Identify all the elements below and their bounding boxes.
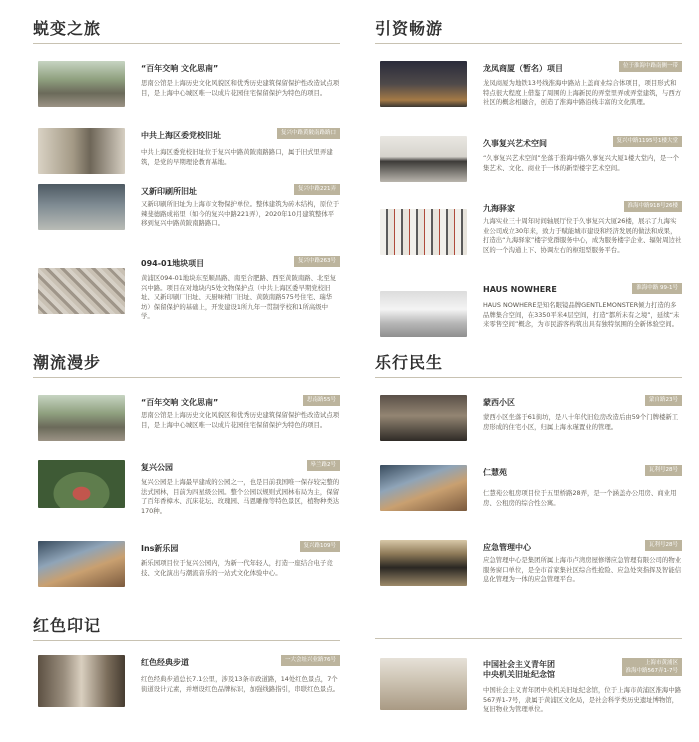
item-description: 中共上海区委党校旧址位于复兴中路黄陂南路路口，属于旧式里弄建筑，是党的早期理论教育基地。 <box>141 148 333 166</box>
item-title: 应急管理中心 <box>483 543 531 552</box>
location-tag: 皋兰路2号 <box>307 460 341 471</box>
location-tag: 一大会址兴业路76号 <box>281 655 340 666</box>
location-tag: 思南路55号 <box>303 395 340 406</box>
item-title: 中国社会主义青年团 中央机关旧址纪念馆 <box>483 660 555 679</box>
item-description: 仁慧苑公租房项目位于五里桥路28弄，是一个涵盖办公用房、商业用房、公租房的综合性公寓。 <box>483 489 677 507</box>
list-item <box>33 61 340 116</box>
item-title: 094-01地块项目 <box>141 259 205 268</box>
item-title: HAUS NOWHERE <box>483 285 557 294</box>
section-title: 潮流漫步 <box>33 352 340 378</box>
item-description: 龙凤商厦为地铁13号线淮海中路站上盖商业综合体项目，项目形式和特点很大程度上借鉴了周围的上海新民的弄堂里弄或弄堂建筑，与西方社区的概念相融合，创造了淮海中路沿线丰富的文化肌理。 <box>483 79 682 107</box>
location-tag: 位于淮海中路南侧一带 <box>619 61 682 72</box>
item-description: 黄浦区094-01地块东至顺昌路、南至合肥路、西至黄陂南路、北至复兴中路。项目在对地块内5处文物保护点（中共上海区委早期党校旧址、又新印刷厂旧址、天厨味精厂旧址、黄陂南路575号住宅、瑞华坊）保留保护的基础上，开发建设1所九年一贯制学校和1所高级中学。 <box>141 274 337 321</box>
list-item <box>375 658 682 718</box>
photo-plaque-image <box>38 184 125 230</box>
location-tag: 上海市黄浦区 淮海中路567弄1-7号 <box>622 658 682 676</box>
section-trend-walk <box>33 352 340 378</box>
photo-alley-image <box>38 655 125 707</box>
list-item <box>33 541 340 591</box>
location-tag: 淮海中路918号26楼 <box>624 201 683 212</box>
list-item <box>375 61 682 121</box>
section-title: 红色印记 <box>33 615 340 641</box>
section-title: 引资畅游 <box>375 18 682 44</box>
section-livelihood <box>375 352 682 378</box>
item-description: 蒙西小区坐落于61街坊，是八十年代旧危房改造后由59个门牌楼新工房形成的住宅小区，归属上海永瑾置业的管理。 <box>483 413 679 431</box>
list-item <box>33 460 340 530</box>
location-tag: 复兴中路263号 <box>294 256 340 267</box>
item-title: 久事复兴艺术空间 <box>483 139 547 148</box>
location-tag: 复兴中路221弄 <box>294 184 340 195</box>
list-item <box>375 540 682 590</box>
section-title: 蜕变之旅 <box>33 18 340 44</box>
photo-street-image <box>38 395 125 441</box>
list-item <box>375 395 682 445</box>
item-title: 复兴公园 <box>141 463 173 472</box>
photo-memorial-image <box>380 658 467 710</box>
photo-apartment-image <box>380 465 467 511</box>
photo-exhibition-wall-image <box>380 209 467 255</box>
location-tag: 蒙自路23号 <box>645 395 682 406</box>
section-title: 乐行民生 <box>375 352 682 378</box>
item-description: 红色经典步道总长7.1公里，涉及13条市政道路，14处红色景点，7个街道设计元素，并增设红色品牌标识，加强线路指引，串联红色景点。 <box>141 675 340 693</box>
item-title: 仁慧苑 <box>483 468 507 477</box>
list-item <box>375 136 682 181</box>
item-description: 复兴公园是上海最早建成的公园之一，也是目前我国唯一保存较完整的法式园林，目前为四星级公园。整个公园以规则式园林布局为主，保留了百年香樟木、沉床花坛、玫瑰园、马恩雕像等特色景区，植物种类达170种。 <box>141 478 340 515</box>
list-item <box>375 201 682 271</box>
list-item <box>33 256 340 336</box>
item-description: HAUS NOWHERE是知名眼镜品牌GENTLEMONSTER倾力打造的多品牌集合空间，在3350平米4层空间，打造“都所未有之境”，延续“未来零售空间”概念，为市民游客构筑出具有独特氛围的全新体验空间。 <box>483 301 680 329</box>
item-title: 蒙西小区 <box>483 398 515 407</box>
item-title: 又新印刷所旧址 <box>141 187 197 196</box>
item-description: 九海实业三十周年时间轴展厅位于久事复兴大厦26楼，展示了九海实业公司成立30年来，致力于赋能城市建设和经济发展的做法和成果，打造出“九海驿家”楼宇党群服务中心，成为服务楼宇企业、辐射周边社区的一个沟通上下、协调左右的枢纽型服务平台。 <box>483 217 682 254</box>
item-description: 思南公馆是上海历史文化风貌区和优秀历史建筑保留保护性改造试点项目，是上海中心城区唯一以成片花园住宅保留保护为特色的项目。 <box>141 79 340 97</box>
section-transformation <box>33 18 340 44</box>
photo-storefront-image <box>380 291 467 337</box>
location-tag: 瓦利号28号 <box>645 540 682 551</box>
item-description: 新乐园项目位于复兴公园内，为新一代年轻人，打造一座结合电子竞技、文化演出与潮流音乐的一站式文化体验中心。 <box>141 559 333 577</box>
photo-residential-image <box>380 395 467 441</box>
section-divider <box>375 638 682 639</box>
list-item <box>33 184 340 244</box>
location-tag: 复兴中路黄陂南路路口 <box>277 128 340 139</box>
photo-exhibition-image <box>38 128 125 174</box>
photo-aerial-image <box>38 268 125 314</box>
item-title: “百年交响 文化思南” <box>141 398 219 407</box>
list-item <box>33 395 340 445</box>
photo-night-mall-image <box>380 61 467 107</box>
location-tag: 淮海中路 99-1号 <box>632 283 682 294</box>
photo-park-image <box>38 460 125 508</box>
list-item <box>375 465 682 510</box>
item-title: “百年交响 文化思南” <box>141 64 219 73</box>
section-investment <box>375 18 682 44</box>
location-tag: 瓦利号28号 <box>645 465 682 476</box>
photo-building-image <box>38 541 125 587</box>
item-description: “久事复兴艺术空间”坐落于淮海中路久事复兴大厦1楼大堂内，是一个集艺术、文化、商业于一体的新型楼宇艺术空间。 <box>483 154 680 172</box>
item-title: 龙凤商厦（暂名）项目 <box>483 64 563 73</box>
photo-service-center-image <box>380 540 467 586</box>
photo-gallery-image <box>380 136 467 182</box>
item-title: Ins新乐园 <box>141 544 179 553</box>
location-tag: 复兴中路1195号1楼大堂 <box>613 136 683 147</box>
item-description: 思南公馆是上海历史文化风貌区和优秀历史建筑保留保护性改造试点项目，是上海中心城区唯一以成片花园住宅保留保护为特色的项目。 <box>141 411 340 429</box>
list-item <box>375 283 682 343</box>
item-title: 红色经典步道 <box>141 658 189 667</box>
item-title: 中共上海区委党校旧址 <box>141 131 221 140</box>
location-tag: 复兴路109号 <box>300 541 341 552</box>
list-item <box>33 128 340 173</box>
item-description: 又新印刷所旧址为上海市文物保护单位。整体建筑为砖木结构，原位于辣斐德路成裕里（如今的复兴中路221弄），2020年10月建筑整体平移到复兴中路黄陂南路路口。 <box>141 200 340 228</box>
item-description: 应急管理中心是集团所属上海市卢湾房屋修缮应急管理有限公司的物业服务窗口单位，是全市首家集社区综合性抢险、应急处突指挥及智能信息化管理为一体的应急管理平台。 <box>483 556 682 584</box>
item-description: 中国社会主义青年团中央机关旧址纪念馆，位于上海市黄浦区淮海中路567弄1-7号，隶属于黄浦区文化局，是社会科学类历史遗址博物馆，复旧物业为管理单位。 <box>483 686 682 714</box>
photo-street-image <box>38 61 125 107</box>
list-item <box>33 655 340 715</box>
section-red-heritage <box>33 615 340 641</box>
item-title: 九海驿家 <box>483 204 515 213</box>
